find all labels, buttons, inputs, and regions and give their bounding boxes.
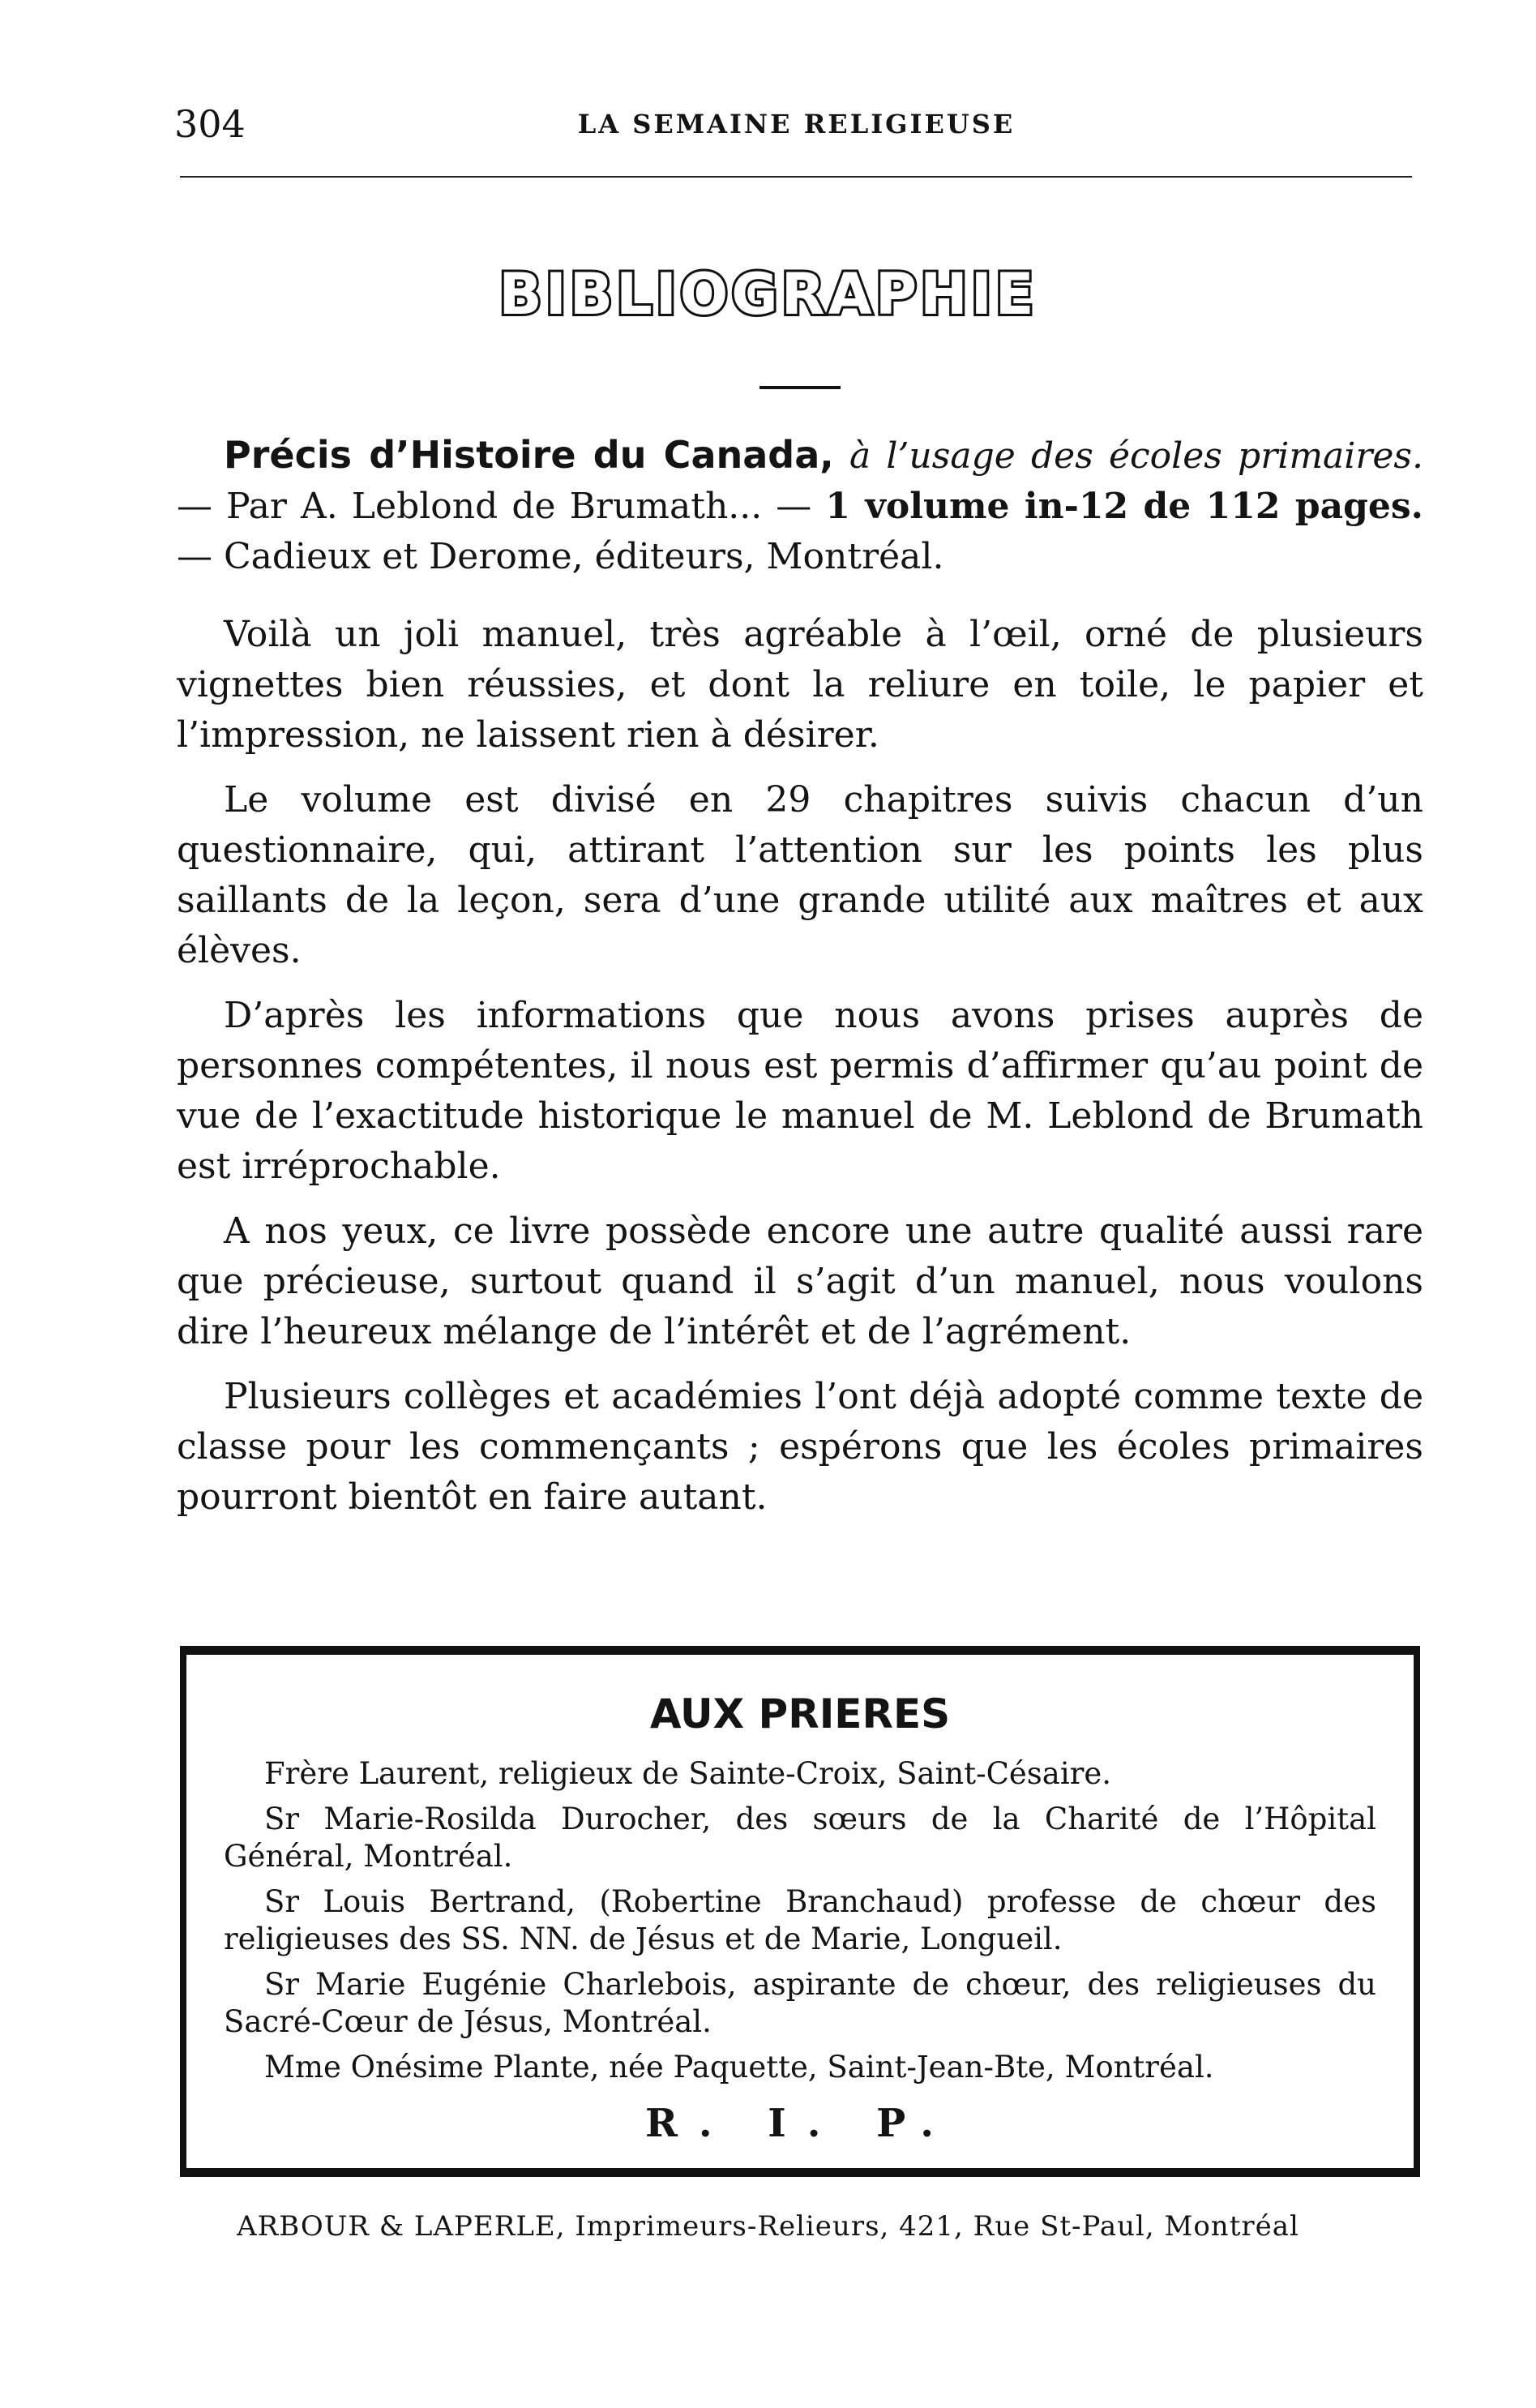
header-rule: [180, 176, 1412, 178]
section-title: BIBLIOGRAPHIE: [498, 261, 1038, 328]
page-number: 304: [174, 102, 246, 146]
review-paragraph: Le volume est divisé en 29 chapitres suivis chacun d’un questionnaire, qui, attirant l’attention sur les points les plus saillants de la leçon, sera d’une grande utilité aux maîtres et aux élèves.: [177, 779, 1423, 971]
printer-imprint: ARBOUR & LAPERLE, Imprimeurs-Relieurs, 421, Rue St-Paul, Montréal: [237, 2210, 1299, 2243]
prayers-title: AUX PRIERES: [649, 1690, 951, 1737]
rip-closing: R. I. P.: [644, 2101, 956, 2146]
bibliography-text: [177, 430, 1423, 1537]
running-header: [174, 96, 1418, 152]
book-subtitle: à l’usage des écoles primaires.: [849, 435, 1423, 477]
book-publisher: — Cadieux et Derome, éditeurs, Montréal.: [177, 536, 944, 577]
book-volume: 1 volume in-12 de 112 pages.: [825, 486, 1423, 527]
prayers-box: [180, 1646, 1420, 2177]
book-title: Précis d’Histoire du Canada,: [224, 433, 834, 477]
book-author: — Par A. Leblond de Brumath... —: [177, 486, 812, 527]
review-paragraph: Plusieurs collèges et académies l’ont déjà adopté comme texte de classe pour les commençants ; espérons que les écoles primaires pourront bientôt en faire autant.: [177, 1376, 1423, 1518]
prayer-entry: Sr Louis Bertrand, (Robertine Branchaud) professe de chœur des religieuses des SS. NN. de Jésus et de Marie, Longueil.: [224, 1884, 1376, 1956]
review-paragraph: Voilà un joli manuel, très agréable à l’œil, orné de plusieurs vignettes bien réussies, et dont la reliure en toile, le papier et l’impression, ne laissent rien à désirer.: [177, 614, 1423, 756]
prayer-entry: Frère Laurent, religieux de Sainte-Croix, Saint-Césaire.: [264, 1756, 1112, 1791]
prayer-entry: Sr Marie-Rosilda Durocher, des sœurs de la Charité de l’Hôpital Général, Montréal.: [224, 1802, 1376, 1874]
title-divider: [759, 386, 841, 389]
prayer-entry: Mme Onésime Plante, née Paquette, Saint-Jean-Bte, Montréal.: [264, 2050, 1214, 2085]
review-paragraph: D’après les informations que nous avons prises auprès de personnes compétentes, il nous est permis d’affirmer qu’au point de vue de l’exactitude historique le manuel de M. Leblond de Brumath est irréprochable.: [177, 995, 1423, 1187]
prayer-entry: Sr Marie Eugénie Charlebois, aspirante de chœur, des religieuses du Sacré-Cœur de Jésus, Montréal.: [224, 1967, 1376, 2039]
running-title: LA SEMAINE RELIGIEUSE: [577, 109, 1016, 139]
review-paragraph: A nos yeux, ce livre possède encore une autre qualité aussi rare que précieuse, surtout quand il s’agit d’un manuel, nous voulons dire l’heureux mélange de l’intérêt et de l’agrément.: [177, 1210, 1423, 1352]
book-reference: [177, 430, 1423, 582]
